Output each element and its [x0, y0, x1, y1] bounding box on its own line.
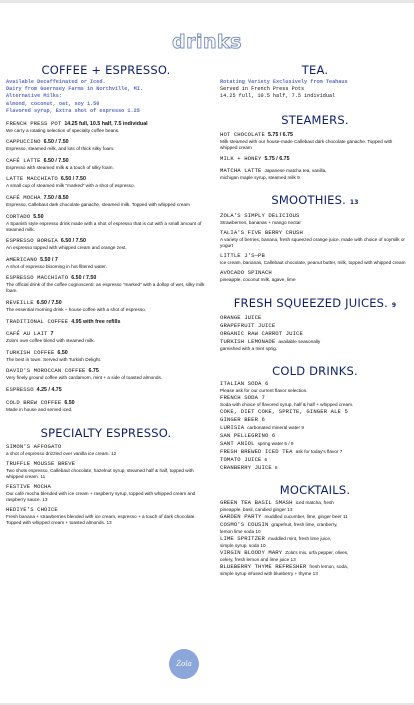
- item-name: SAN PELLEGRINO 6: [220, 431, 276, 439]
- item-name: ORANGE JUICE: [220, 313, 262, 321]
- item-price: 6.50 / 7.50: [43, 157, 69, 164]
- menu-item: [220, 464, 410, 472]
- menu-item-head: [220, 229, 410, 237]
- section-title-tea: TEA.: [301, 63, 329, 77]
- item-description: The official drink of the coffee cognoscenti: an espresso "marked" with a dollop of wet, silky milk foam.: [6, 282, 205, 294]
- menu-item: [220, 212, 410, 226]
- menu-item: [6, 237, 206, 251]
- item-price: 6.50: [57, 349, 68, 356]
- item-price: 6.50 / 7.50: [60, 176, 86, 183]
- menu-item: [220, 521, 410, 535]
- item-description: Very finely ground coffee with cardamom, mint + a side of toasted almonds.: [6, 375, 163, 381]
- zola-logo: Zola: [169, 649, 199, 679]
- item-name: ESPRESSO MACCHIATO: [6, 274, 69, 282]
- item-name: AVOCADO SPINACH: [220, 268, 272, 276]
- juices-title-text: FRESH SQUEEZED JUICES.: [233, 295, 389, 310]
- item-description: The essential morning drink – house coffee with a shot of espresso.: [6, 306, 147, 312]
- item-name: TRADITIONAL COFFEE: [6, 317, 69, 325]
- item-description: Espresso, steamed milk, and lots of thick silky foam.: [6, 146, 115, 152]
- juice-tail-note: garnished with a mint sprig.: [220, 345, 278, 351]
- item-name: LITTLE J'S—PB: [220, 251, 265, 259]
- menu-item-head: [6, 256, 206, 264]
- item-name: COKE, DIET COKE, SPRITE, GINGER ALE 5: [220, 407, 348, 415]
- menu-item-head: [6, 367, 206, 375]
- item-name: TURKISH LEMONADE: [220, 337, 276, 345]
- menu-item-head: [6, 460, 206, 468]
- menu-item: [220, 432, 410, 440]
- menu-item: [220, 131, 410, 151]
- menu-item: [220, 394, 410, 408]
- smoothie-item-list: [220, 212, 410, 283]
- item-inline-description: ask for today's flavor 7: [295, 448, 343, 454]
- menu-item: [6, 318, 206, 326]
- item-name: CORTADO: [6, 212, 31, 220]
- item-inline-description: 6: [264, 456, 268, 462]
- menu-item-head: [220, 155, 410, 163]
- item-inline-description: grapefruit, fresh lime, cranberry,: [271, 521, 338, 527]
- menu-item: [220, 380, 410, 394]
- menu-item-head: [6, 194, 206, 202]
- coffee-item-list: [6, 120, 206, 413]
- item-inline-description: muddled mint, fresh lime juice,: [267, 535, 332, 541]
- item-name: TRUFFLE MOUSSE BREVE: [6, 459, 76, 467]
- item-price: 14.25 full, 10.5 half, 7.5 individual: [64, 120, 148, 127]
- menu-item-head: [220, 167, 410, 175]
- menu-item-head: [220, 380, 410, 388]
- menu-item: [6, 120, 206, 134]
- item-description: Espresso with steamed milk & a touch of silky foam.: [6, 164, 114, 170]
- menu-item: [220, 456, 410, 464]
- item-description: Please ask for our current flavor selection.: [220, 387, 308, 393]
- menu-item: [6, 367, 206, 381]
- item-name: MATCHA LATTE: [220, 166, 262, 174]
- item-inline-description: muddled cucumber, lime, ginger beer 11: [264, 513, 348, 519]
- section-title-steamers: STEAMERS.: [281, 112, 349, 127]
- item-inline-description: Zola's mix, urfa pepper, olives,: [285, 549, 349, 555]
- item-inline-description: Japanese matcha tea, vanilla,: [264, 167, 327, 173]
- menu-item: [6, 157, 206, 171]
- item-name: COSMO'S COUSIN: [220, 520, 269, 528]
- item-name: ITALIAN SODA 6: [220, 379, 269, 387]
- item-description: A shot of espresso blooming in hot filtered water.: [6, 263, 107, 269]
- menu-item: [6, 299, 206, 313]
- menu-item-head: [6, 443, 206, 451]
- menu-item: [220, 499, 410, 513]
- item-inline-description: fresh lemon, soda,: [309, 563, 348, 569]
- item-description: We carry a rotating selection of specialty coffee beans.: [6, 127, 120, 133]
- menu-item: [220, 322, 410, 330]
- menu-item: [220, 440, 410, 448]
- item-description: A small cup of steamed milk "marked" with a shot of espresso.: [6, 183, 135, 189]
- item-description: pineapple, basil, candied ginger 13: [220, 506, 293, 512]
- item-name: GRAPEFRUIT JUICE: [220, 321, 276, 329]
- item-price: 5.50 / 7: [40, 256, 58, 263]
- steamer-item-list: [220, 131, 410, 181]
- item-name: GINGER BEER 6: [220, 415, 265, 423]
- item-name: LATTE MACCHIATO: [6, 175, 58, 183]
- menu-item: [6, 399, 206, 413]
- section-title-juices: [220, 297, 410, 312]
- section-title-cold: COLD DRINKS.: [272, 363, 358, 378]
- item-name: ESPRESSO: [6, 385, 34, 393]
- item-description: The best in town. Served with Turkish Delight.: [6, 356, 102, 362]
- menu-item-head: [220, 424, 410, 432]
- smoothies-price: 13: [349, 198, 359, 206]
- menu-item-head: [220, 513, 410, 521]
- item-description: michigan maple syrup, steamed milk 9: [220, 174, 300, 180]
- menu-item: [6, 194, 206, 208]
- juices-price: 9: [391, 301, 397, 309]
- menu-item: [220, 424, 410, 432]
- menu-item: [220, 563, 410, 577]
- item-name: MILK + HONEY: [220, 154, 262, 162]
- menu-item-head: [6, 483, 206, 491]
- menu-item-head: [6, 120, 206, 128]
- menu-item: [220, 535, 410, 549]
- item-name: REVEILLE: [6, 298, 34, 306]
- item-price: 6.50 / 7.50: [60, 238, 86, 245]
- item-name: CRANBERRY JUICE: [220, 463, 272, 471]
- menu-item-head: [220, 432, 410, 440]
- left-column: [6, 64, 206, 526]
- menu-item: [6, 256, 206, 270]
- item-name: DAVID'S MOROCCAN COFFEE: [6, 367, 86, 375]
- menu-item-head: [220, 499, 410, 507]
- menu-item: [220, 252, 410, 266]
- menu-item-head: [220, 252, 410, 260]
- menu-item: [6, 460, 206, 480]
- item-price: 5.75 / 6.75: [267, 131, 293, 138]
- item-description: Milk steamed with our house-made Callebaut dark chocolate ganache. Topped with whipped cream: [220, 138, 393, 150]
- item-inline-description: available seasonally: [278, 338, 321, 344]
- item-description: Zola's own coffee blend with steamed milk.: [6, 338, 95, 344]
- item-price: 6.50: [64, 399, 75, 406]
- item-name: FRENCH PRESS POT: [6, 119, 62, 127]
- section-title-specialty: SPECIALTY ESPRESSO.: [40, 425, 172, 440]
- menu-item-head: [220, 549, 410, 557]
- menu-item-head: [220, 338, 410, 346]
- item-name: TOMATO JUICE: [220, 455, 262, 463]
- item-name: ZOLA'S SIMPLY DELICIOUS: [220, 211, 300, 219]
- menu-item-head: [220, 394, 410, 402]
- menu-item-head: [6, 213, 206, 221]
- item-name: TALIA'S FIVE BERRY CRUSH: [220, 228, 303, 236]
- item-name: LIME SPRITZER: [220, 534, 265, 542]
- menu-item-head: [6, 330, 206, 338]
- menu-item-head: [6, 237, 206, 245]
- item-price: 7: [50, 331, 54, 338]
- item-description: Ice cream, bananas, Callebaut chocolate, peanut butter, milk, topped with whipped cream: [220, 259, 406, 265]
- item-name: SANT ANIOL: [220, 439, 255, 447]
- coffee-notes: [6, 79, 206, 115]
- item-price: 5.75 / 6.75: [264, 155, 290, 162]
- menu-item-head: [6, 138, 206, 146]
- item-description: A Spanish style espresso drink made with a shot of espresso that is cut with a small amount of steamed milk.: [6, 220, 202, 232]
- item-description: celery, fresh lemon and lime juice 13: [220, 556, 296, 562]
- item-inline-description: spring water 5 / 9: [257, 440, 294, 446]
- menu-item: [220, 448, 410, 456]
- menu-item: [6, 349, 206, 363]
- menu-item-head: [220, 314, 410, 322]
- menu-item-head: [220, 448, 410, 456]
- menu-item: [6, 443, 206, 457]
- item-price: 6.75: [88, 368, 99, 375]
- item-name: FESTIVE MOCHA: [6, 482, 51, 490]
- item-name: AMERICANO: [6, 255, 38, 263]
- item-name: HEDIYE'S CHOICE: [6, 505, 58, 513]
- page-title: drinks: [172, 31, 242, 53]
- specialty-item-list: [6, 443, 206, 526]
- item-inline-description: 6: [274, 464, 278, 470]
- item-description: simple syrup, soda 10: [220, 542, 266, 548]
- item-description: a shot of espresso drizzled over vanilla ice cream. 12: [6, 450, 117, 456]
- menu-item: [220, 549, 410, 563]
- item-name: SIMON'S AFFOGATO: [6, 442, 62, 450]
- cold-item-list: [220, 380, 410, 472]
- item-description: Espresso, Callebaut dark chocolate ganache, steamed milk. Topped with whipped cream: [6, 201, 190, 207]
- item-description: An espresso topped with whipped cream and orange zest.: [6, 245, 127, 251]
- section-title-coffee: COFFEE + ESPRESSO.: [41, 63, 171, 77]
- menu-item: [220, 269, 410, 283]
- item-description: lemon lime soda 10: [220, 528, 261, 534]
- menu-item: [6, 175, 206, 189]
- menu-item: [220, 416, 410, 424]
- item-name: TURKISH COFFEE: [6, 348, 55, 356]
- item-price: 5.50: [33, 213, 44, 220]
- item-description: Strawberries, bananas + mango nectar: [220, 219, 301, 225]
- menu-item: [220, 229, 410, 249]
- item-name: VIRGIN BLOODY MARY: [220, 548, 283, 556]
- menu-item-head: [220, 416, 410, 424]
- menu-item-head: [220, 440, 410, 448]
- menu-item-head: [6, 318, 206, 326]
- section-title-smoothies: [220, 194, 410, 209]
- tea-note: 14.25 full, 10.5 half, 7.5 individual: [220, 93, 336, 100]
- item-name: CAFÉ LATTE: [6, 156, 41, 164]
- menu-item: [6, 506, 206, 526]
- tea-note-source: Rotating Variety Exclusively from Teahaus: [220, 79, 348, 85]
- juice-item-list: [220, 314, 410, 346]
- item-inline-description: carbonated mineral water 9: [247, 424, 305, 430]
- menu-item-head: [6, 399, 206, 407]
- menu-item-head: [220, 535, 410, 543]
- menu-item: [220, 314, 410, 322]
- item-name: FRENCH SODA 7: [220, 393, 265, 401]
- item-name: CAFÉ MOCHA: [6, 193, 41, 201]
- right-column: [220, 64, 410, 577]
- item-price: 4.95 with free refills: [71, 318, 121, 325]
- menu-item: [220, 513, 410, 521]
- menu-item: [220, 408, 410, 416]
- menu-item-head: [220, 131, 410, 139]
- item-name: COLD BREW COFFEE: [6, 398, 62, 406]
- menu-item: [6, 138, 206, 152]
- section-title-mocktails: MOCKTAILS.: [279, 482, 351, 497]
- menu-item-head: [6, 349, 206, 357]
- coffee-note: Alternative Milks:: [6, 93, 63, 100]
- menu-item: [6, 330, 206, 344]
- item-description: Two shots espresso, Callebaut chocolate, hazelnut syrup, steamed half & half, topped with whipped cream. 11: [6, 467, 194, 479]
- menu-item: [6, 274, 206, 294]
- menu-item: [6, 213, 206, 233]
- menu-item: [6, 386, 206, 394]
- item-price: 6.50 / 7.50: [71, 275, 97, 282]
- item-description: pineapple, coconut milk, agave, lime: [220, 276, 296, 282]
- item-description: Made in house and served iced.: [6, 406, 73, 412]
- menu-item: [220, 338, 410, 346]
- menu-item-head: [6, 386, 206, 394]
- menu-item: [220, 155, 410, 163]
- coffee-note: almond, coconut, oat, soy 1.50: [6, 100, 100, 107]
- menu-item-head: [220, 521, 410, 529]
- menu-item-head: [220, 456, 410, 464]
- item-name: FRESH BREWED ICED TEA: [220, 447, 293, 455]
- coffee-note: Dairy from Guernsey Farms in Northville, MI.: [6, 86, 143, 93]
- menu-item-head: [6, 506, 206, 514]
- item-name: GARDEN PARTY: [220, 512, 262, 520]
- item-price: 6.50 / 7.50: [36, 299, 62, 306]
- smoothies-title-text: SMOOTHIES.: [271, 192, 346, 207]
- item-name: ESPRESSO BORGIA: [6, 237, 58, 245]
- item-description: Our café mocha blended with ice cream + raspberry syrup, topped with whipped cream and raspberry sauce. 13: [6, 490, 196, 502]
- menu-item-head: [220, 464, 410, 472]
- coffee-note: Available Decaffeinated or Iced.: [6, 79, 106, 85]
- menu-item-head: [6, 274, 206, 282]
- menu-item-head: [220, 269, 410, 277]
- item-inline-description: iced matcha, fresh: [295, 499, 334, 505]
- item-name: CAFÉ AU LAIT: [6, 330, 48, 338]
- mocktail-item-list: [220, 499, 410, 577]
- item-price: 7.50 / 8.50: [43, 194, 69, 201]
- item-name: BLUEBERRY THYME REFRESHER: [220, 562, 307, 570]
- menu-item-head: [6, 299, 206, 307]
- tea-note: Served in French Press Pots: [220, 86, 305, 93]
- menu-item-head: [220, 212, 410, 220]
- item-name: HOT CHOCOLATE: [220, 130, 265, 138]
- coffee-note: Flavored syrup, Extra shot of espresso 1.25: [6, 107, 140, 114]
- item-price: 4.25 / 4.75: [36, 386, 62, 393]
- menu-item: [220, 167, 410, 181]
- menu-item: [220, 330, 410, 338]
- item-description: simple syrup infused with blueberry + thyme 13: [220, 570, 318, 576]
- menu-item-head: [220, 322, 410, 330]
- item-description: Fresh banana + strawberries blended with ice cream, espresso + a touch of dark chocolate. Topped with whipped cream + toasted almonds. 13: [6, 513, 196, 525]
- menu-item-head: [6, 175, 206, 183]
- menu-item-head: [220, 563, 410, 571]
- item-description: Soda with choice of flavored syrup, half & half + whipped cream.: [220, 401, 354, 407]
- item-name: CAPPUCCINO: [6, 138, 41, 146]
- top-divider: [0, 0, 414, 3]
- menu-item-head: [220, 408, 410, 416]
- item-name: LURISIA: [220, 423, 245, 431]
- menu-item: [6, 483, 206, 503]
- menu-item-head: [6, 157, 206, 165]
- item-price: 6.50 / 7.50: [43, 139, 69, 146]
- item-name: GREEN TEA BASIL SMASH: [220, 498, 293, 506]
- item-name: ORGANIC RAW CARROT JUICE: [220, 329, 303, 337]
- item-description: A variety of berries, banana, fresh squeezed orange juice, made with choice of soymilk or yogurt: [220, 236, 405, 248]
- menu-item-head: [220, 330, 410, 338]
